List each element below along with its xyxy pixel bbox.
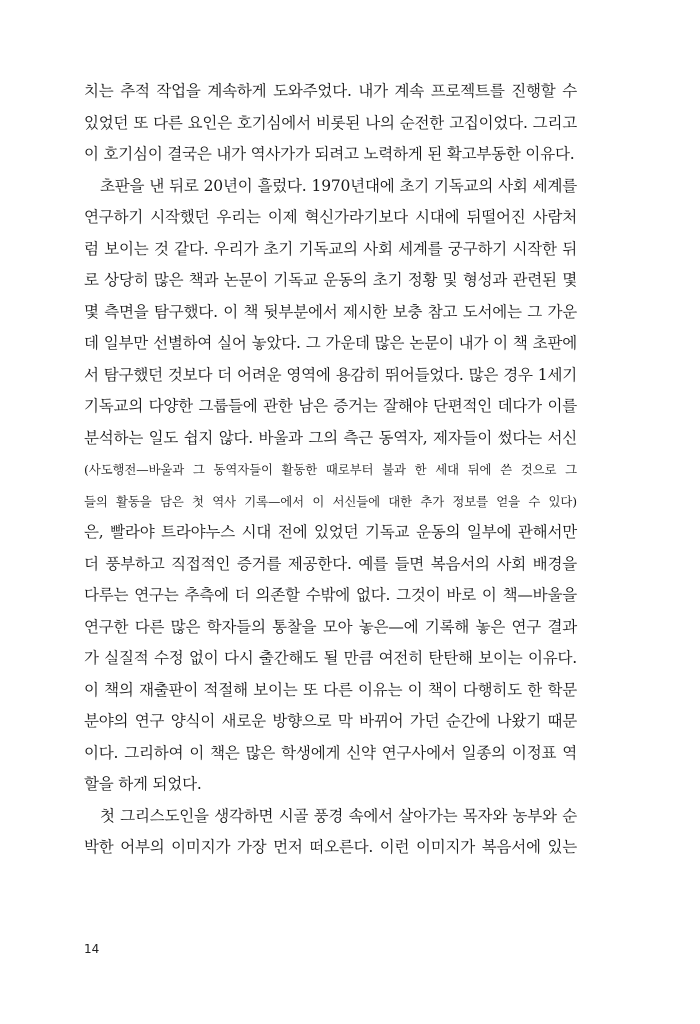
text-line: 이다. 그리하여 이 책은 많은 학생에게 신약 연구사에서 일종의 이정표 역 <box>84 743 577 762</box>
text-line: 연구하기 시작했던 우리는 이제 혁신가라기보다 시대에 뒤떨어진 사람처 <box>84 208 577 226</box>
text-line: 로 상당히 많은 책과 논문이 기독교 운동의 초기 정황 및 형성과 관련된 몇 <box>84 271 577 289</box>
text-line: 은, 빨라야 트라야누스 시대 전에 있었던 기독교 운동의 일부에 관해서만 <box>84 523 577 541</box>
body-text <box>84 76 577 864</box>
page-number: 14 <box>84 942 100 956</box>
text-line: 박한 어부의 이미지가 가장 먼저 떠오른다. 이런 이미지가 복음서에 있는 <box>84 838 577 856</box>
paragraph-start-line: 첫 그리스도인을 생각하면 시골 풍경 속에서 살아가는 목자와 농부와 순 <box>100 806 577 825</box>
text-line: 할을 하게 되었다. <box>84 775 202 793</box>
parenthetical-line: 들의 활동을 담은 첫 역사 기록—에서 이 서신들에 대한 추가 정보를 얻을 수 있다) <box>84 493 577 509</box>
text-line: 가 실질적 수정 없이 다시 출간해도 될 만큼 여전히 탄탄해 보이는 이유다. <box>84 649 577 667</box>
text-line: 치는 추적 작업을 계속하게 도와주었다. 내가 계속 프로젝트를 진행할 수 <box>84 82 577 100</box>
text-line: 있었던 또 다른 요인은 호기심에서 비롯된 나의 순전한 고집이었다. 그리고 <box>84 113 577 132</box>
text-line: 다루는 연구는 추측에 더 의존할 수밖에 없다. 그것이 바로 이 책—바울을 <box>84 586 577 604</box>
text-line: 기독교의 다양한 그룹들에 관한 남은 증거는 잘해야 단편적인 데다가 이를 <box>84 397 577 415</box>
parenthetical-line: (사도행전—바울과 그 동역자들이 활동한 때로부터 불과 한 세대 뒤에 쓴 것으로 그 <box>84 462 577 477</box>
text-line: 데 일부만 선별하여 실어 놓았다. 그 가운데 많은 논문이 내가 이 책 초판에 <box>84 334 577 352</box>
text-line: 연구한 다른 많은 학자들의 통찰을 모아 놓은—에 기록해 놓은 연구 결과 <box>84 617 577 636</box>
text-line: 분야의 연구 양식이 새로운 방향으로 막 바뀌어 가던 순간에 나왔기 때문 <box>84 712 577 730</box>
text-line: 몇 측면을 탐구했다. 이 책 뒷부분에서 제시한 보충 참고 도서에는 그 가운 <box>84 302 577 321</box>
text-line: 서 탐구했던 것보다 더 어려운 영역에 용감히 뛰어들었다. 많은 경우 1세기 <box>84 365 577 384</box>
paragraph-start-line: 초판을 낸 뒤로 20년이 흘렀다. 1970년대에 초기 기독교의 사회 세계를 <box>100 176 577 195</box>
text-line: 분석하는 일도 쉽지 않다. 바울과 그의 측근 동역자, 제자들이 썼다는 서신 <box>84 428 577 447</box>
text-line: 이 책의 재출판이 적절해 보이는 또 다른 이유는 이 책이 다행히도 한 학문 <box>84 680 577 699</box>
text-line: 더 풍부하고 직접적인 증거를 제공한다. 예를 들면 복음서의 사회 배경을 <box>84 554 577 573</box>
text-line: 럼 보이는 것 같다. 우리가 초기 기독교의 사회 세계를 궁구하기 시작한 뒤 <box>84 239 577 258</box>
text-line: 이 호기심이 결국은 내가 역사가가 되려고 노력하게 된 확고부동한 이유다. <box>84 145 575 163</box>
